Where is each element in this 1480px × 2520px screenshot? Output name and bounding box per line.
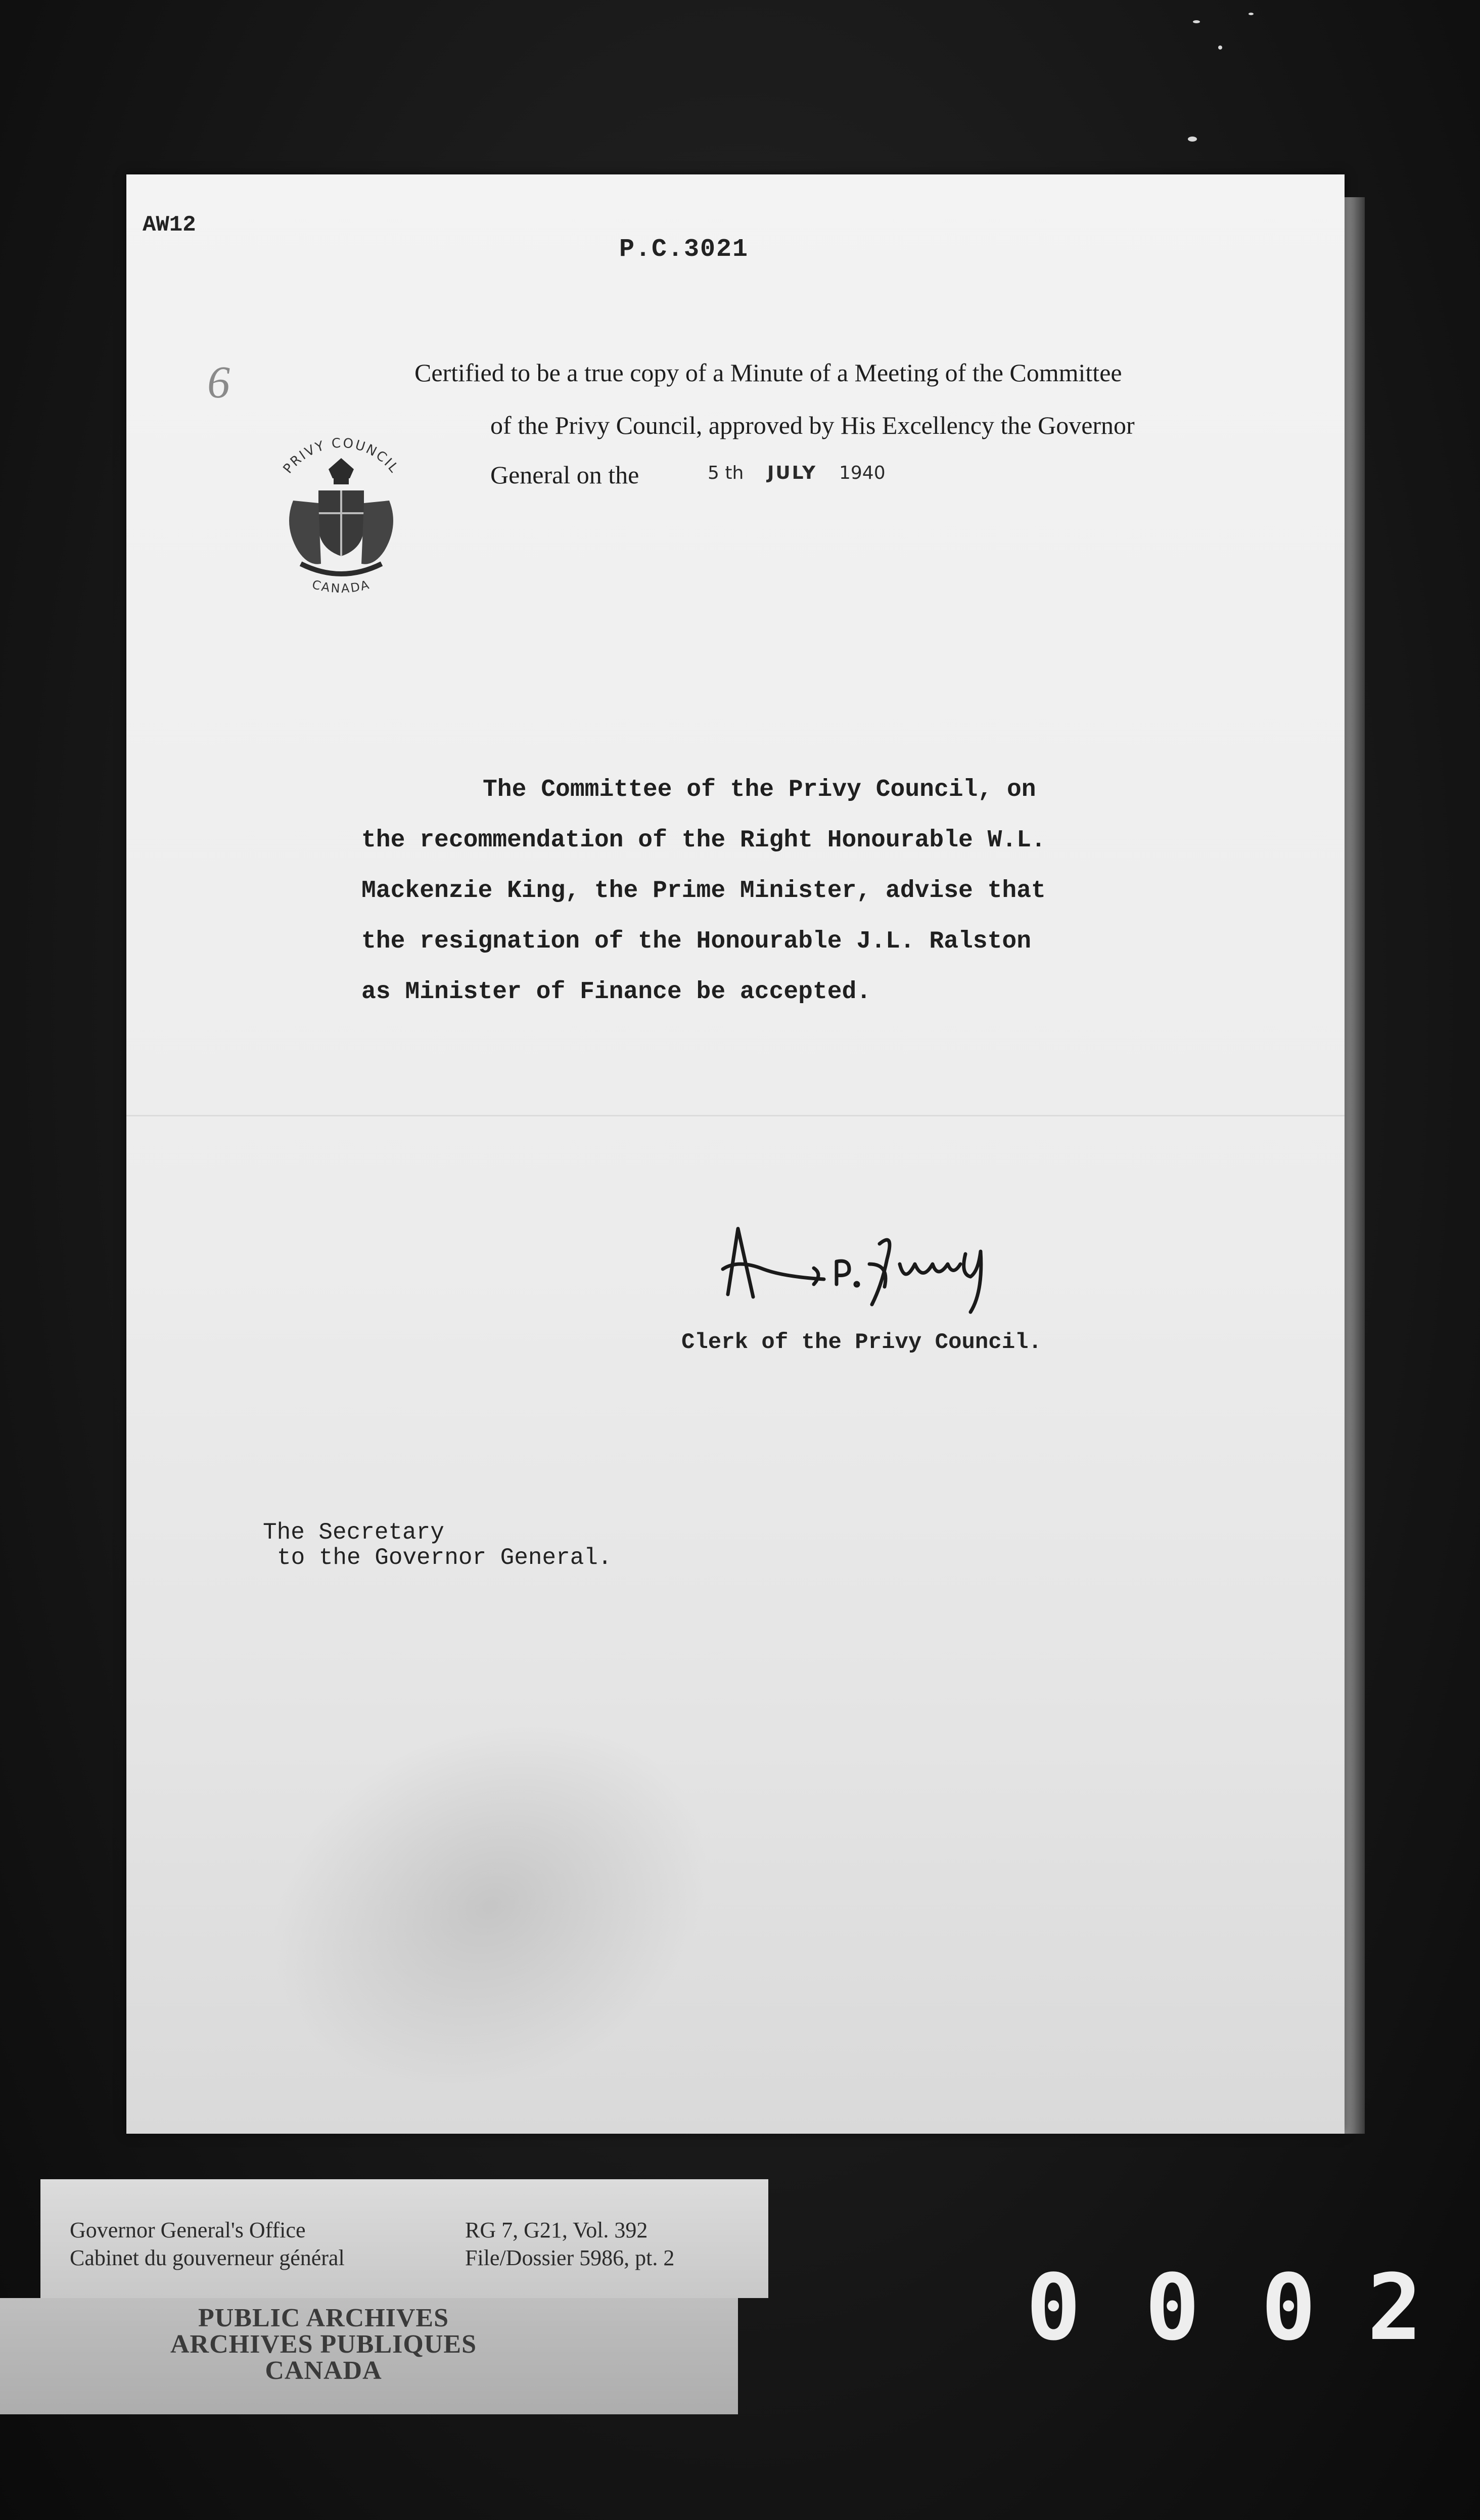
film-speck [1248, 13, 1254, 15]
svg-text:CANADA [310, 577, 372, 596]
body-line: as Minister of Finance be accepted. [361, 978, 871, 1006]
certification-line-2: of the Privy Council, approved by His Excellency the Governor [490, 411, 1135, 439]
file-code: AW12 [143, 212, 196, 238]
frame-digit: 2 [1367, 2255, 1422, 2361]
film-speck [1188, 137, 1197, 142]
seal-top-text: PRIVY COUNCIL [280, 435, 402, 477]
sheet-edge [1345, 197, 1365, 2134]
archive-stamp [0, 2298, 738, 2414]
body-line: Mackenzie King, the Prime Minister, advise that [361, 877, 1046, 905]
privy-council-seal-icon [263, 430, 420, 622]
office-english: Governor General's Office [70, 2218, 306, 2242]
file-reference: File/Dossier 5986, pt. 2 [465, 2245, 675, 2270]
stamp-line-3: CANADA [265, 2356, 382, 2385]
film-speck [1218, 46, 1222, 50]
signature-title: Clerk of the Privy Council. [681, 1330, 1042, 1355]
seal-bottom-text: CANADA [310, 577, 372, 596]
frame-digit: 0 [1026, 2255, 1081, 2361]
stamp-line-1: PUBLIC ARCHIVES [198, 2304, 449, 2332]
date-day: 5 th [708, 463, 744, 483]
frame-digit: 0 [1145, 2255, 1200, 2361]
archive-label [40, 2179, 768, 2298]
body-line: the recommendation of the Right Honourable W.L. [361, 827, 1046, 854]
order-number: P.C.3021 [619, 235, 749, 264]
office-french: Cabinet du gouverneur général [70, 2245, 345, 2270]
record-group: RG 7, G21, Vol. 392 [465, 2218, 648, 2242]
date-month: JULY [767, 463, 817, 483]
body-line: The Committee of the Privy Council, on [483, 776, 1036, 803]
addressee-line-1: The Secretary [263, 1519, 444, 1546]
certification-line-1: Certified to be a true copy of a Minute of a Meeting of the Committee [414, 358, 1122, 387]
addressee-line-2: to the Governor General. [277, 1545, 612, 1571]
page-fold [126, 1115, 1345, 1116]
film-speck [1193, 20, 1200, 23]
stamp-line-2: ARCHIVES PUBLIQUES [170, 2330, 477, 2359]
handwritten-signature [718, 1208, 1072, 1325]
certification-line-3: General on the [490, 461, 639, 489]
body-line: the resignation of the Honourable J.L. Ralston [361, 928, 1032, 955]
date-year: 1940 [839, 463, 886, 483]
pencil-mark: 6 [207, 357, 230, 408]
frame-digit: 0 [1261, 2255, 1316, 2361]
